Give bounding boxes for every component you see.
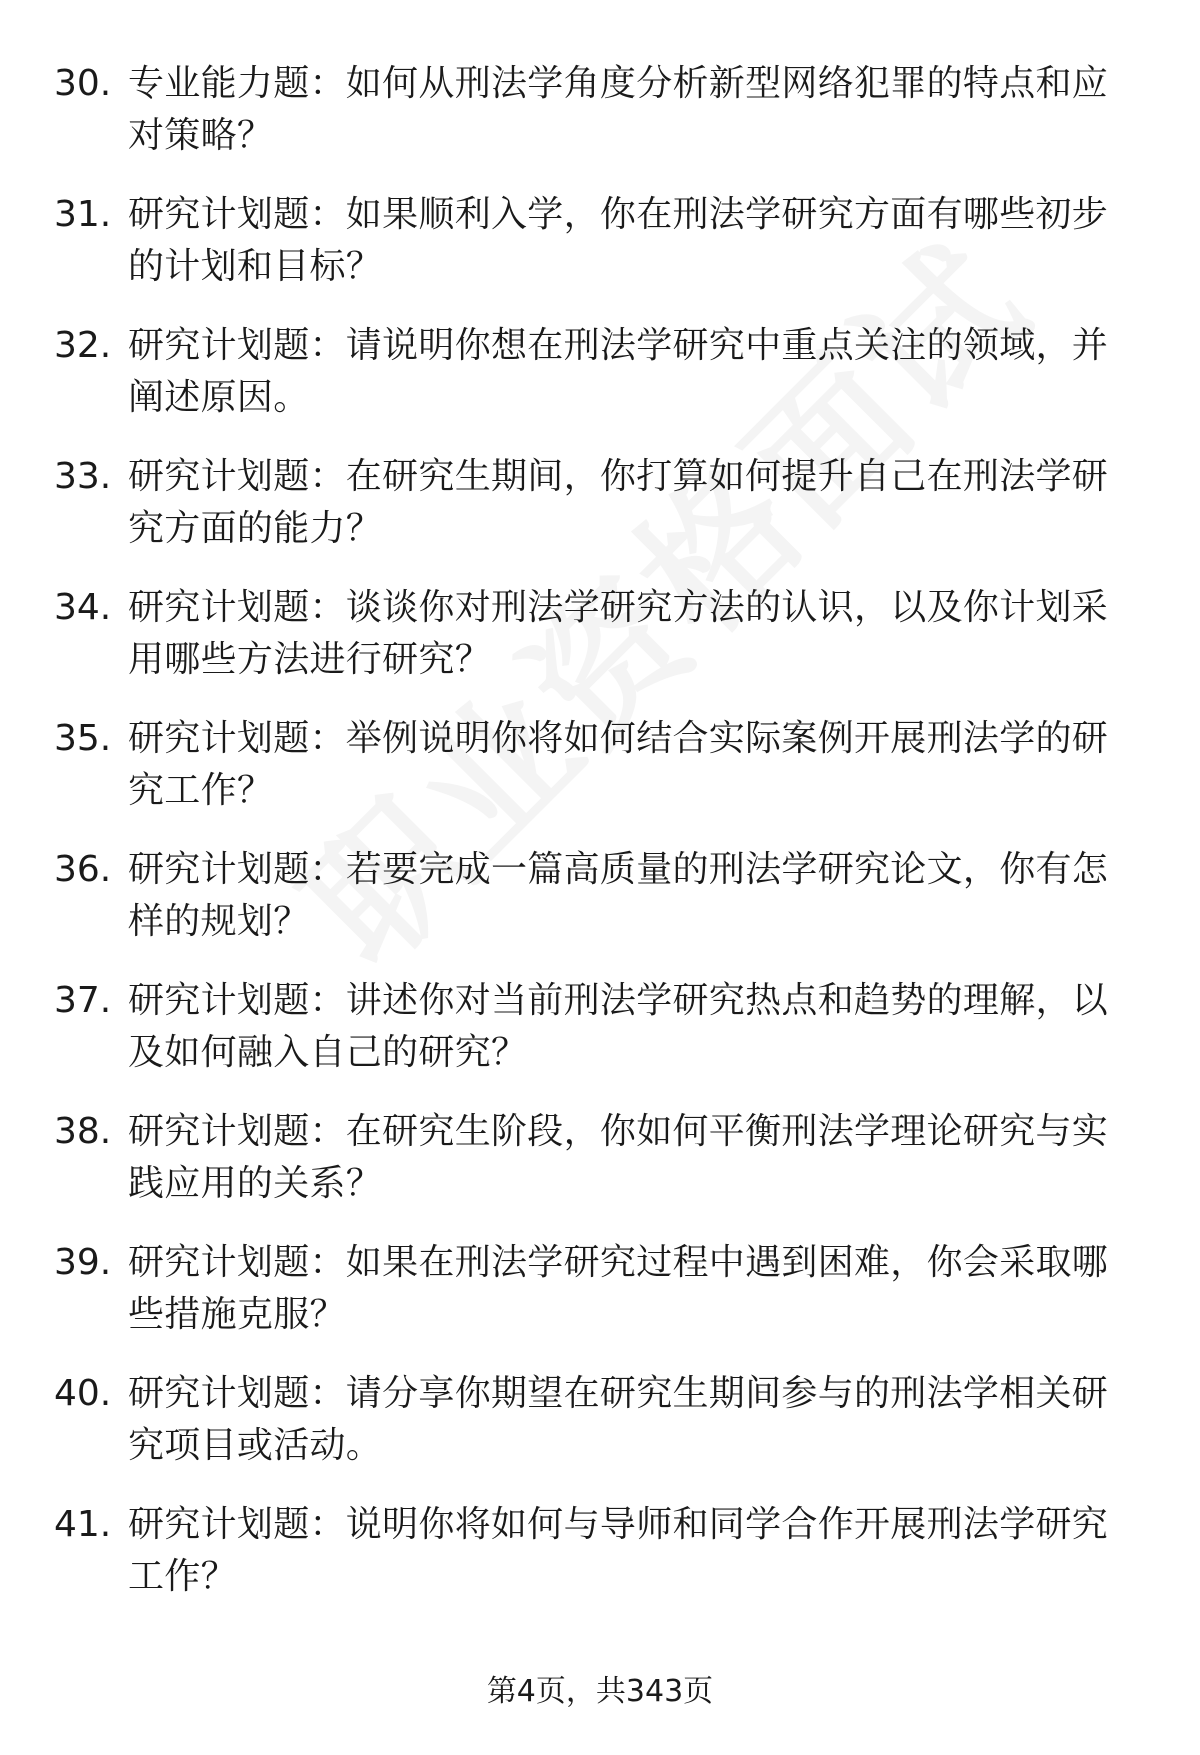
question-number: 41.	[54, 1504, 112, 1545]
question-text: 研究计划题：在研究生阶段，你如何平衡刑法学理论研究与实践应用的关系？	[128, 1111, 1109, 1204]
question-number: 30.	[54, 63, 112, 104]
question-text: 研究计划题：请说明你想在刑法学研究中重点关注的领域，并阐述原因。	[128, 325, 1109, 418]
list-item	[0, 320, 1200, 451]
question-number: 33.	[54, 456, 112, 497]
question-text: 研究计划题：若要完成一篇高质量的刑法学研究论文，你有怎样的规划？	[128, 849, 1109, 942]
question-number: 39.	[54, 1242, 112, 1283]
question-text: 研究计划题：举例说明你将如何结合实际案例开展刑法学的研究工作？	[128, 718, 1109, 811]
list-item	[0, 189, 1200, 320]
question-number: 35.	[54, 718, 112, 759]
question-text: 研究计划题：谈谈你对刑法学研究方法的认识，以及你计划采用哪些方法进行研究？	[128, 587, 1109, 680]
question-text: 研究计划题：说明你将如何与导师和同学合作开展刑法学研究工作？	[128, 1504, 1109, 1597]
question-number: 37.	[54, 980, 112, 1021]
list-item	[0, 582, 1200, 713]
question-text: 研究计划题：在研究生期间，你打算如何提升自己在刑法学研究方面的能力？	[128, 456, 1109, 549]
list-item	[0, 1499, 1200, 1630]
list-item	[0, 451, 1200, 582]
question-text: 研究计划题：如果顺利入学，你在刑法学研究方面有哪些初步的计划和目标？	[128, 194, 1109, 287]
list-item	[0, 844, 1200, 975]
question-text: 研究计划题：讲述你对当前刑法学研究热点和趋势的理解，以及如何融入自己的研究？	[128, 980, 1109, 1073]
list-item	[0, 975, 1200, 1106]
question-text: 研究计划题：如果在刑法学研究过程中遇到困难，你会采取哪些措施克服？	[128, 1242, 1109, 1335]
question-text: 专业能力题：如何从刑法学角度分析新型网络犯罪的特点和应对策略？	[128, 63, 1109, 156]
list-item	[0, 1237, 1200, 1368]
question-number: 36.	[54, 849, 112, 890]
question-list	[0, 58, 1200, 1630]
list-item	[0, 58, 1200, 189]
question-number: 34.	[54, 587, 112, 628]
question-number: 38.	[54, 1111, 112, 1152]
question-number: 32.	[54, 325, 112, 366]
page-footer: 第4页，共343页	[486, 1674, 714, 1709]
question-number: 31.	[54, 194, 112, 235]
list-item	[0, 713, 1200, 844]
question-number: 40.	[54, 1373, 112, 1414]
question-text: 研究计划题：请分享你期望在研究生期间参与的刑法学相关研究项目或活动。	[128, 1373, 1109, 1466]
list-item	[0, 1368, 1200, 1499]
list-item	[0, 1106, 1200, 1237]
